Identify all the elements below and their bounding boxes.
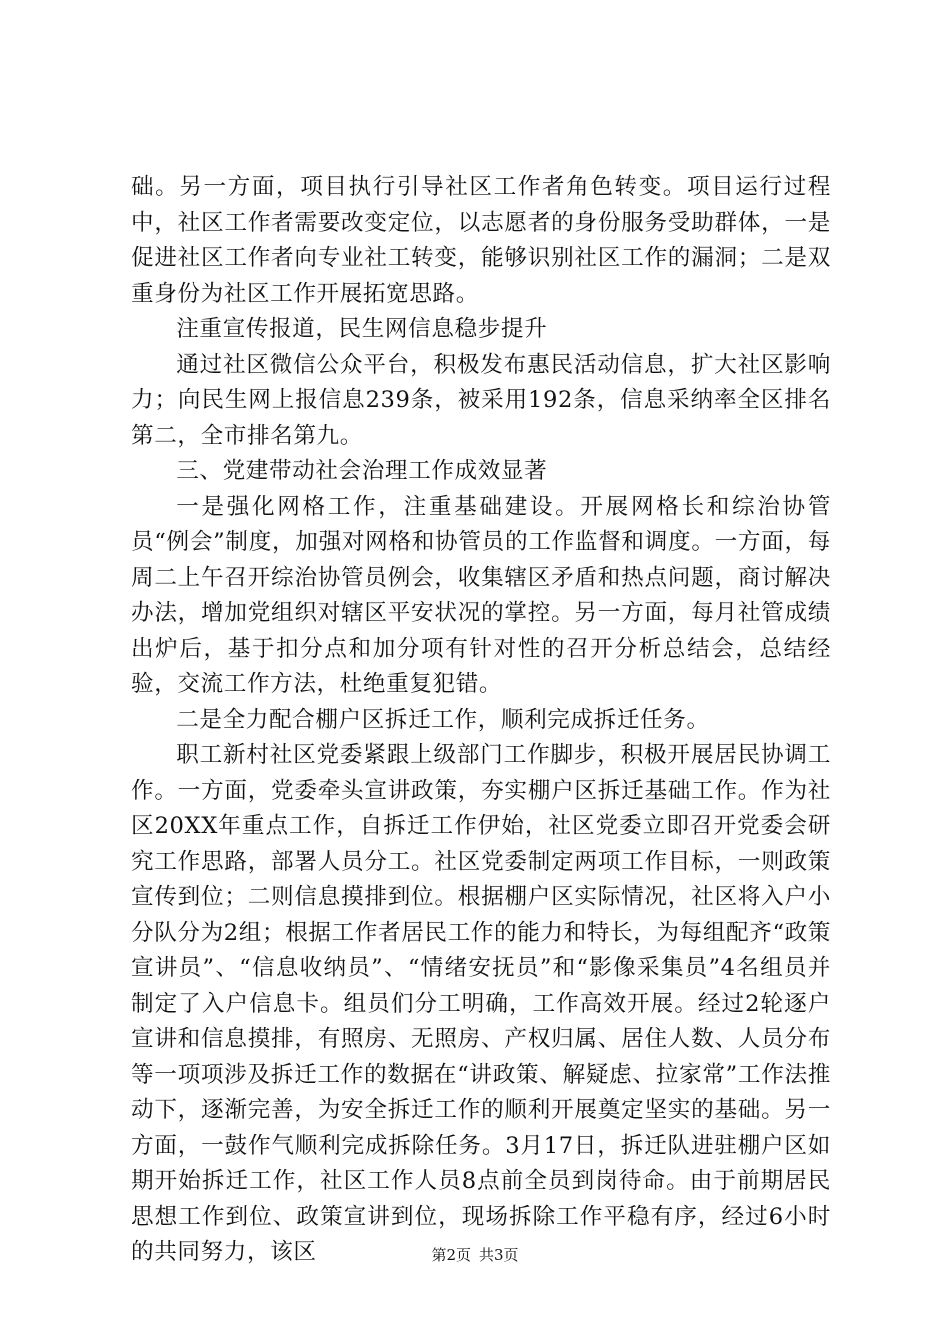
paragraph-6: 二是全力配合棚户区拆迁工作，顺利完成拆迁任务。 bbox=[176, 706, 710, 733]
paragraph-1: 础。另一方面，项目执行引导社区工作者角色转变。项目运行过程中，社区工作者需要改变定位，以志愿者的身份服务受助群体，一是促进社区工作者向专业社工转变，能够识别社区工作的漏洞；二是双重身份为社区工作开展拓宽思路。 bbox=[131, 174, 831, 307]
page-total: 共3页 bbox=[479, 1246, 519, 1264]
section-heading: 三、党建带动社会治理工作成效显著 bbox=[176, 458, 548, 484]
paragraph-5: 一是强化网格工作，注重基础建设。开展网格长和综治协管员“例会”制度，加强对网格和协管员的工作监督和调度。一方面，每周二上午召开综治协管员例会，收集辖区矛盾和热点问题，商讨解决办法，增加党组织对辖区平安状况的掌控。另一方面，每月社管成绩出炉后，基于扣分点和加分项有针对性的召开分析总结会，总结经验，交流工作方法，杜绝重复犯错。 bbox=[131, 493, 831, 697]
paragraph-3: 通过社区微信公众平台，积极发布惠民活动信息，扩大社区影响力；向民生网上报信息239条，被采用192条，信息采纳率全区排名第二，全市排名第九。 bbox=[131, 351, 831, 449]
paragraph-7: 职工新村社区党委紧跟上级部门工作脚步，积极开展居民协调工作。一方面，党委牵头宣讲政策，夯实棚户区拆迁基础工作。作为社区20XX年重点工作，自拆迁工作伊始，社区党委立即召开党委会研究工作思路，部署人员分工。社区党委制定两项工作目标，一则政策宣传到位；二则信息摸排到位。根据棚户区实际情况，社区将入户小分队分为2组；根据工作者居民工作的能力和特长，为每组配齐“政策宣讲员”、“信息收纳员”、“情绪安抚员”和“影像采集员”4名组员并制定了入户信息卡。组员们分工明确，工作高效开展。经过2轮逐户宣讲和信息摸排，有照房、无照房、产权归属、居住人数、人员分布等一项项涉及拆迁工作的数据在“讲政策、解疑虑、拉家常”工作法推动下，逐渐完善，为安全拆迁工作的顺利开展奠定坚实的基础。另一方面，一鼓作气顺利完成拆除任务。3月17日，拆迁队进驻棚户区如期开始拆迁工作，社区工作人员8点前全员到岗待命。由于前期居民思想工作到位、政策宣讲到位，现场拆除工作平稳有序，经过6小时的共同努力，该区 bbox=[131, 742, 831, 1265]
document-body bbox=[131, 170, 831, 1271]
paragraph-2: 注重宣传报道，民生网信息稳步提升 bbox=[176, 316, 548, 342]
page-number: 第2页 bbox=[431, 1246, 471, 1264]
page-footer bbox=[0, 1244, 950, 1265]
